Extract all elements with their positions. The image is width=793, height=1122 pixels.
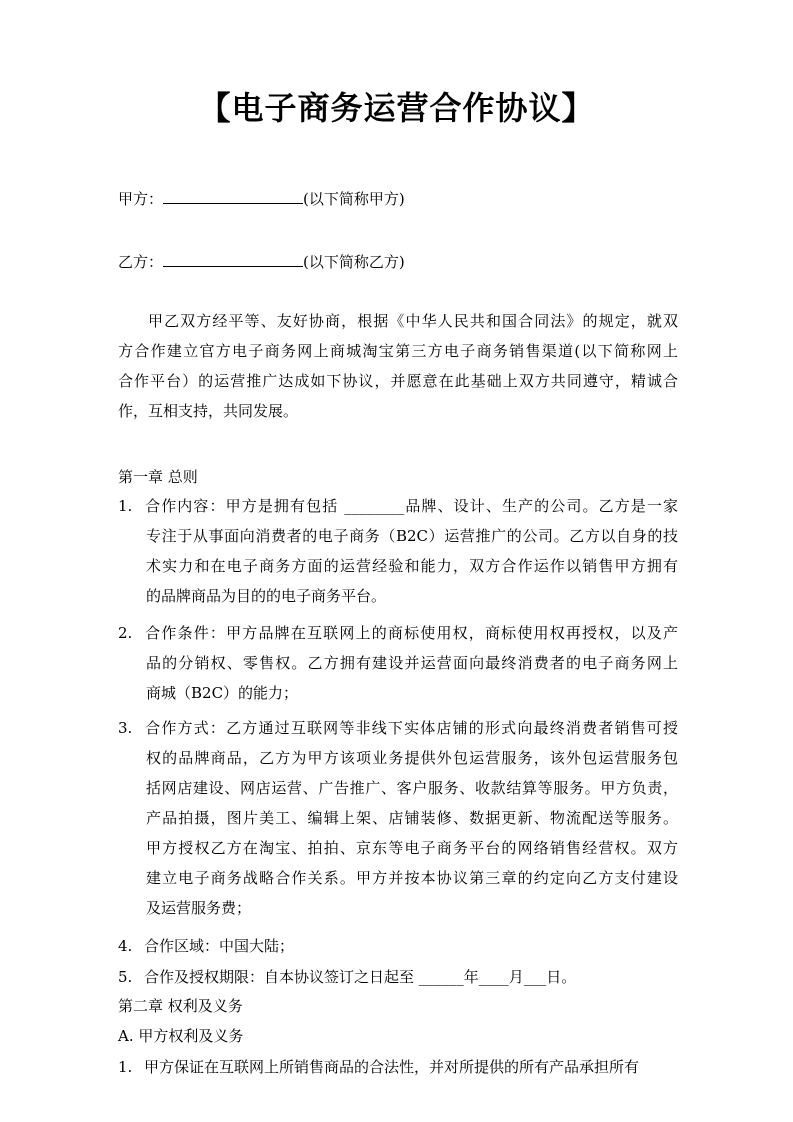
page-title: 【电子商务运营合作协议】: [198, 89, 595, 127]
clause-item-2: [118, 618, 678, 708]
intro-line: 方合作建立官方电子商务网上商城淘宝第三方电子商务销售渠道(以下简称网上: [118, 342, 678, 360]
clause-number: 1.: [118, 1058, 133, 1076]
clause-item-5: [118, 962, 678, 992]
clause-number: 4.: [118, 937, 133, 955]
clause-line: 合作内容：甲方是拥有包括 ________品牌、设计、生产的公司。乙方是一家: [144, 497, 678, 515]
party-a-line: [118, 187, 405, 209]
intro-line: 作，互相支持，共同发展。: [118, 402, 299, 420]
clause-line: 商城（B2C）的能力；: [146, 684, 299, 702]
intro-paragraph: [118, 306, 678, 426]
clause-number: 3.: [118, 719, 133, 737]
clause-line: 合作条件：甲方品牌在互联网上的商标使用权，商标使用权再授权，以及产: [144, 624, 678, 642]
party-b-suffix: (以下简称乙方): [303, 253, 405, 271]
clause-line: 建立电子商务战略合作关系。甲方并按本协议第三章的约定向乙方支付建设: [146, 869, 678, 887]
clause-number: 5.: [118, 968, 133, 986]
clause-line: 权的品牌商品，乙方为甲方该项业务提供外包运营服务，该外包运营服务包: [146, 749, 678, 767]
clause-item-4: [118, 931, 678, 961]
clause-item-a1: [118, 1052, 678, 1082]
clause-line: 合作及授权期限：自本协议签订之日起至 ______年____月___日。: [144, 968, 577, 986]
clause-line: 合作区域：中国大陆；: [144, 937, 295, 955]
clause-line: 的品牌商品为目的的电子商务平台。: [146, 587, 387, 605]
clause-line: 及运营服务费；: [146, 899, 252, 917]
clause-line: 专注于从事面向消费者的电子商务（B2C）运营推广的公司。乙方以自身的技: [146, 527, 678, 545]
clause-number: 1.: [118, 497, 133, 515]
clause-line: 品的分销权、零售权。乙方拥有建设并运营面向最终消费者的电子商务网上: [146, 654, 678, 672]
party-b-label: 乙方：: [118, 253, 164, 271]
section-a-heading: A. 甲方权利及义务: [118, 1027, 244, 1045]
clause-item-3: [118, 713, 678, 923]
clause-line: 术实力和在电子商务方面的运营经验和能力，双方合作运作以销售甲方拥有: [146, 557, 678, 575]
clause-line: 合作方式：乙方通过互联网等非线下实体店铺的形式向最终消费者销售可授: [144, 719, 678, 737]
clause-line: 括网店建设、网店运营、广告推广、客户服务、收款结算等服务。甲方负责，: [146, 779, 678, 797]
party-a-suffix: (以下简称甲方): [303, 190, 405, 208]
party-a-label: 甲方：: [118, 190, 164, 208]
party-a-blank[interactable]: [163, 187, 303, 204]
clause-number: 2.: [118, 624, 133, 642]
clause-line: 甲方保证在互联网上所销售商品的合法性，并对所提供的所有产品承担所有: [144, 1058, 640, 1076]
clause-line: 甲方授权乙方在淘宝、拍拍、京东等电子商务平台的网络销售经营权。双方: [146, 839, 678, 857]
party-b-blank[interactable]: [163, 250, 303, 267]
intro-line: 甲乙双方经平等、友好协商，根据《中华人民共和国合同法》的规定，就双: [148, 312, 678, 330]
chapter-2-heading: 第二章 权利及义务: [118, 997, 243, 1015]
clause-item-1: [118, 491, 678, 611]
clause-line: 产品拍摄，图片美工、编辑上架、店铺装修、数据更新、物流配送等服务。: [146, 809, 678, 827]
intro-line: 合作平台）的运营推广达成如下协议，并愿意在此基础上双方共同遵守，精诚合: [118, 372, 678, 390]
chapter-1-heading: 第一章 总则: [118, 468, 198, 486]
party-b-line: [118, 250, 405, 272]
